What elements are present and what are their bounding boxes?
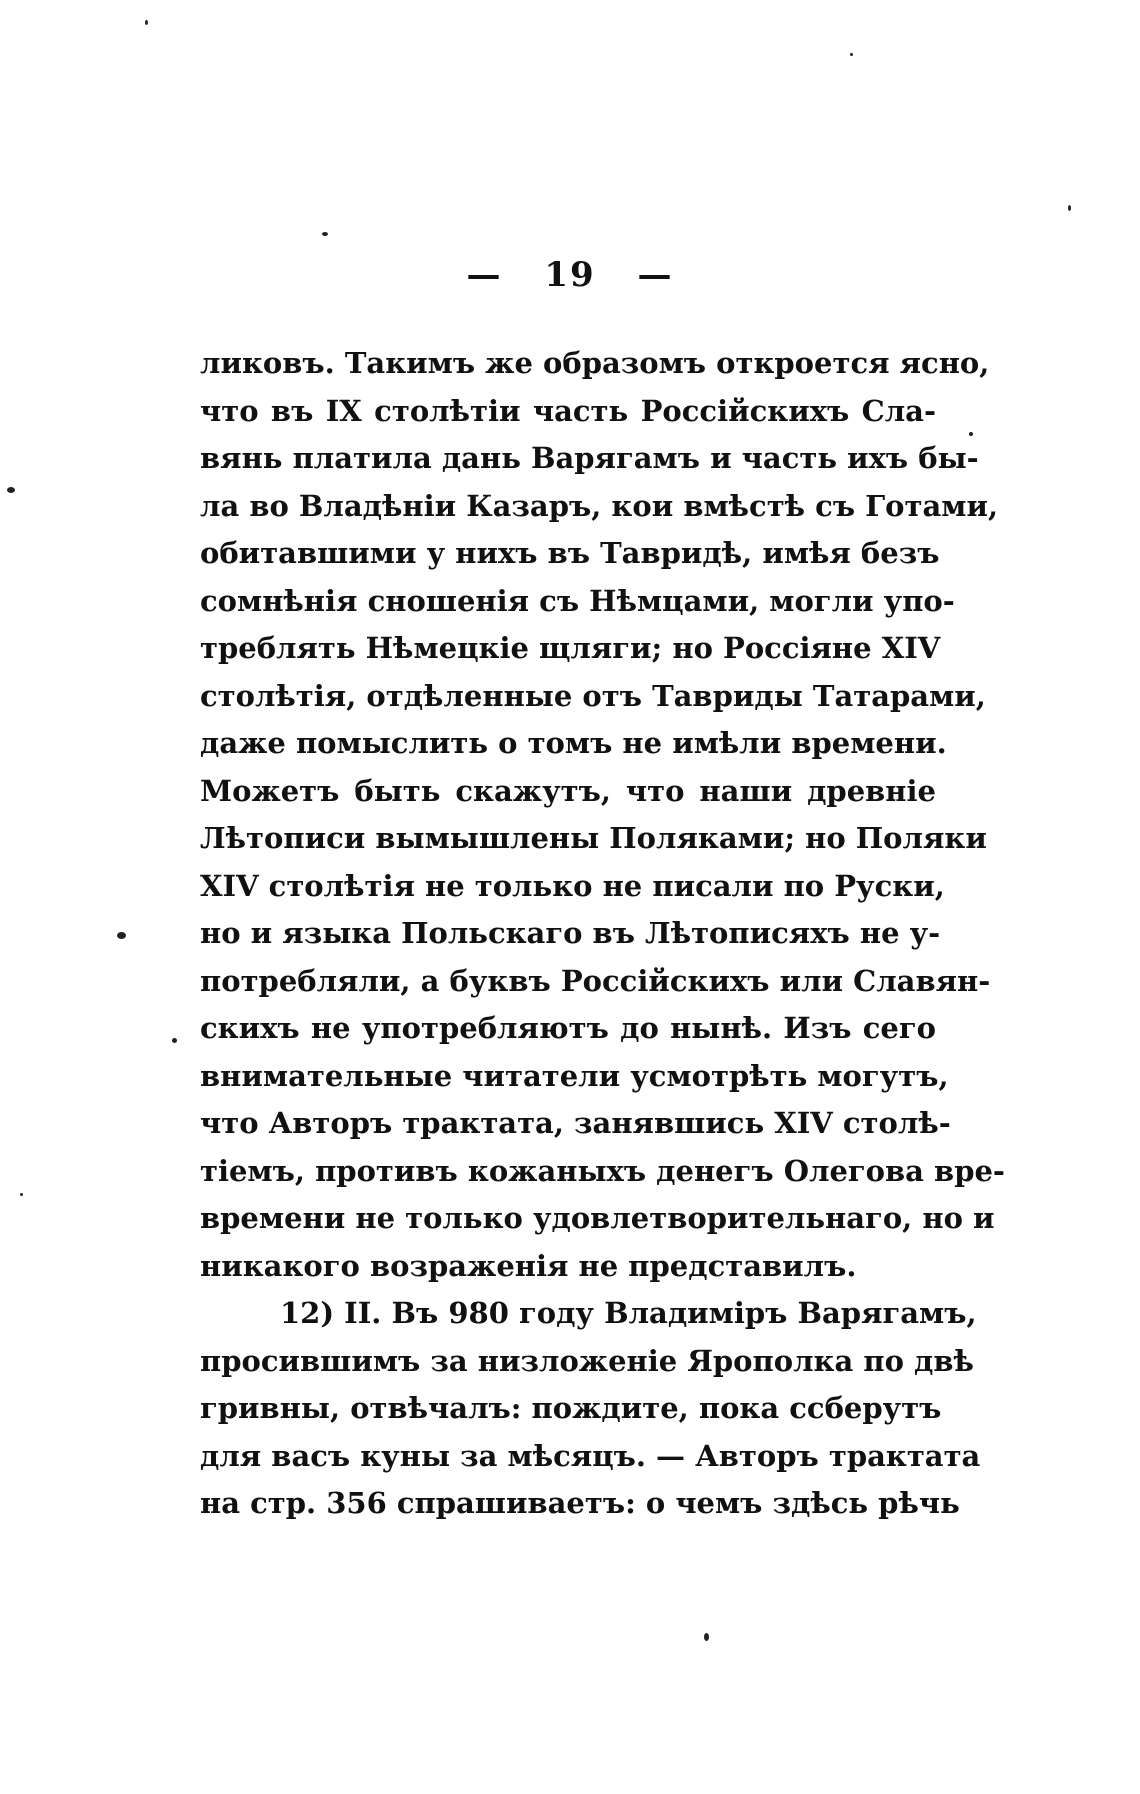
text-line: вянь платила дань Варягамъ и часть ихъ бы- bbox=[200, 441, 979, 475]
text-line: никакого возраженія не представилъ. bbox=[200, 1248, 857, 1283]
header-dash-left: — bbox=[466, 255, 503, 295]
text-line: 12) II. Въ 980 году Владиміръ Варягамъ, bbox=[280, 1296, 977, 1330]
text-line: ликовъ. Такимъ же образомъ откроется ясно, bbox=[200, 346, 990, 380]
text-line: внимательные читатели усмотрѣть могутъ, bbox=[200, 1058, 949, 1093]
text-line: тіемъ, противъ кожаныхъ денегъ Олегова вре- bbox=[200, 1153, 1005, 1188]
text-line: даже помыслить о томъ не имѣли времени. bbox=[200, 726, 947, 760]
scan-speck bbox=[850, 53, 853, 56]
text-line: времени не только удовлетворительнаго, но и bbox=[200, 1201, 995, 1235]
text-line: потребляли, а буквъ Россійскихъ или Славян- bbox=[200, 963, 991, 998]
scan-speck bbox=[20, 1193, 23, 1196]
scan-speck bbox=[172, 1038, 177, 1043]
text-line: обитавшими у нихъ въ Тавридѣ, имѣя безъ bbox=[200, 536, 940, 570]
scan-speck bbox=[322, 232, 328, 236]
text-line: ла во Владѣніи Казаръ, кои вмѣстѣ съ Готами, bbox=[200, 488, 999, 523]
scan-speck bbox=[704, 1633, 709, 1641]
page-header bbox=[0, 255, 1140, 295]
text-line: просившимъ за низложеніе Ярополка по двѣ bbox=[200, 1343, 974, 1378]
text-line: на стр. 356 спрашиваетъ: о чемъ здѣсь рѣчь bbox=[200, 1486, 960, 1520]
text-line: что Авторъ трактата, занявшись XIV столѣ- bbox=[200, 1106, 951, 1140]
text-line: Можетъ быть скажутъ, что наши древніе bbox=[200, 773, 936, 808]
scan-speck bbox=[969, 432, 973, 436]
scan-speck bbox=[117, 932, 126, 939]
body-text bbox=[200, 340, 1005, 1528]
text-line: XIV столѣтія не только не писали по Руски, bbox=[200, 868, 945, 903]
page-number: 19 bbox=[544, 255, 596, 295]
text-line: для васъ куны за мѣсяцъ. — Авторъ трактата bbox=[200, 1438, 981, 1473]
header-dash-right: — bbox=[637, 255, 674, 295]
text-line: гривны, отвѣчалъ: пождите, пока ссберутъ bbox=[200, 1391, 942, 1425]
scan-speck bbox=[1068, 205, 1071, 211]
text-line: но и языка Польскаго въ Лѣтописяхъ не у- bbox=[200, 916, 941, 950]
text-line: сомнѣнія сношенія съ Нѣмцами, могли упо- bbox=[200, 583, 955, 618]
scan-speck bbox=[145, 20, 148, 25]
text-line: треблять Нѣмецкіе щляги; но Россіяне XIV bbox=[200, 631, 941, 665]
text-line: скихъ не употребляютъ до нынѣ. Изъ сего bbox=[200, 1011, 936, 1045]
text-line: Лѣтописи вымышлены Поляками; но Поляки bbox=[200, 821, 987, 855]
text-line: столѣтія, отдѣленные отъ Тавриды Татарами, bbox=[200, 678, 986, 713]
text-line: что въ IX столѣтіи часть Россійскихъ Сла- bbox=[200, 393, 936, 428]
scan-speck bbox=[7, 487, 15, 493]
